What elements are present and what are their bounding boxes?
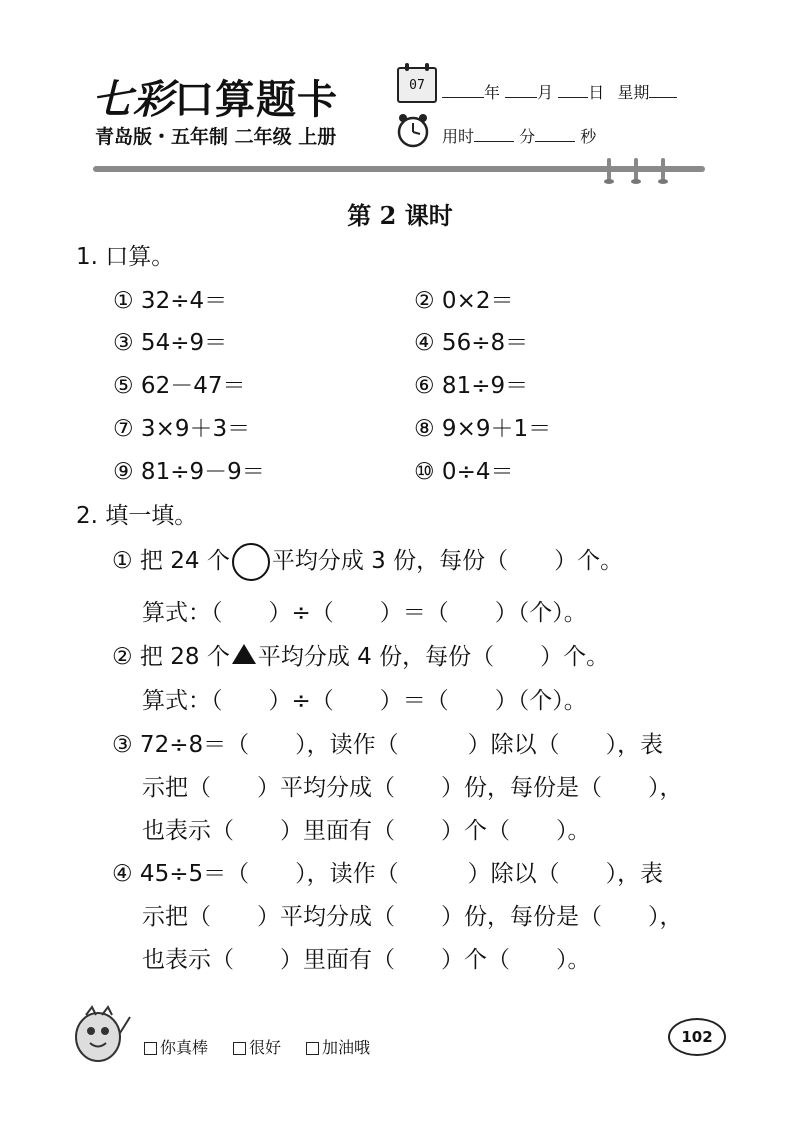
- calc-item: ④ 56÷8＝: [414, 330, 529, 356]
- triangle-shape-icon: [232, 644, 256, 664]
- q2-part4-line2: 示把（ ）平均分成（ ）份，每份是（ ），: [142, 904, 683, 930]
- edition-label: 青岛版・五年制 二年级 上册: [95, 126, 337, 148]
- q2-part2-b: 平均分成 4 份，每份（ ）个。: [257, 644, 610, 670]
- brand-title: [92, 68, 338, 125]
- q2-part2-a: ② 把 28 个: [112, 644, 230, 670]
- brand-main: 口算题卡: [174, 77, 338, 123]
- clock-icon: [395, 112, 431, 148]
- q2-part3-line1: ③ 72÷8＝（ ），读作（ ）除以（ ），表: [112, 732, 664, 758]
- q2-part3-line3: 也表示（ ）里面有（ ）个（ ）。: [142, 818, 591, 844]
- calc-item: ② 0×2＝: [414, 288, 514, 314]
- page-number: 102: [668, 1018, 726, 1056]
- calc-item: ⑦ 3×9＋3＝: [113, 416, 251, 442]
- calc-item: ⑨ 81÷9－9＝: [113, 459, 265, 485]
- date-fill-line: [442, 80, 677, 103]
- calc-item: ⑥ 81÷9＝: [414, 373, 529, 399]
- rating-label: 很好: [249, 1038, 282, 1057]
- rating-option-keep-going[interactable]: [306, 1035, 370, 1058]
- date-day: 日: [588, 83, 605, 102]
- q2-part3-line2: 示把（ ）平均分成（ ）份，每份是（ ），: [142, 775, 683, 801]
- mascot-illustration: [68, 1003, 134, 1069]
- q2-part1-formula: 算式：（ ）÷（ ）＝（ ）（个）。: [142, 600, 587, 626]
- binder-peg: [607, 158, 611, 180]
- calc-item: ① 32÷4＝: [113, 288, 228, 314]
- calc-item: ⑩ 0÷4＝: [414, 459, 514, 485]
- q2-part2-formula: 算式：（ ）÷（ ）＝（ ）（个）。: [142, 688, 587, 714]
- checkbox-icon: [233, 1042, 246, 1055]
- checkbox-icon: [144, 1042, 157, 1055]
- rating-label: 加油哦: [322, 1038, 371, 1057]
- q2-part1-a: ① 把 24 个: [112, 548, 230, 574]
- calc-item: ⑧ 9×9＋1＝: [414, 416, 552, 442]
- time-fill-line: [442, 124, 596, 147]
- date-year: 年: [484, 83, 501, 102]
- calendar-icon: [397, 67, 437, 103]
- checkbox-icon: [306, 1042, 319, 1055]
- circle-shape-icon: [232, 543, 270, 581]
- time-minutes: 分: [519, 127, 536, 146]
- q2-part1-b: 平均分成 3 份，每份（ ）个。: [271, 548, 624, 574]
- calendar-day: 07: [409, 78, 425, 93]
- date-month: 月: [537, 83, 554, 102]
- rating-label: 你真棒: [160, 1038, 209, 1057]
- binder-peg: [661, 158, 665, 180]
- calc-item: ③ 54÷9＝: [113, 330, 228, 356]
- brand-prefix: 七彩: [92, 76, 174, 123]
- q2-heading: 2. 填一填。: [76, 503, 198, 529]
- time-label: 用时: [442, 127, 475, 146]
- time-seconds: 秒: [580, 127, 597, 146]
- q2-part2-line: [112, 638, 609, 671]
- q1-heading: 1. 口算。: [76, 244, 175, 270]
- rating-option-good[interactable]: [233, 1035, 281, 1058]
- lesson-title: 第 2 课时: [347, 201, 453, 230]
- rating-option-great[interactable]: [144, 1035, 208, 1058]
- header-divider: [93, 166, 705, 172]
- q2-part4-line1: ④ 45÷5＝（ ），读作（ ）除以（ ），表: [112, 861, 664, 887]
- date-weekday: 星期: [617, 83, 650, 102]
- q2-part1-line: [112, 542, 623, 581]
- calc-item: ⑤ 62－47＝: [113, 373, 246, 399]
- binder-peg: [634, 158, 638, 180]
- q2-part4-line3: 也表示（ ）里面有（ ）个（ ）。: [142, 947, 591, 973]
